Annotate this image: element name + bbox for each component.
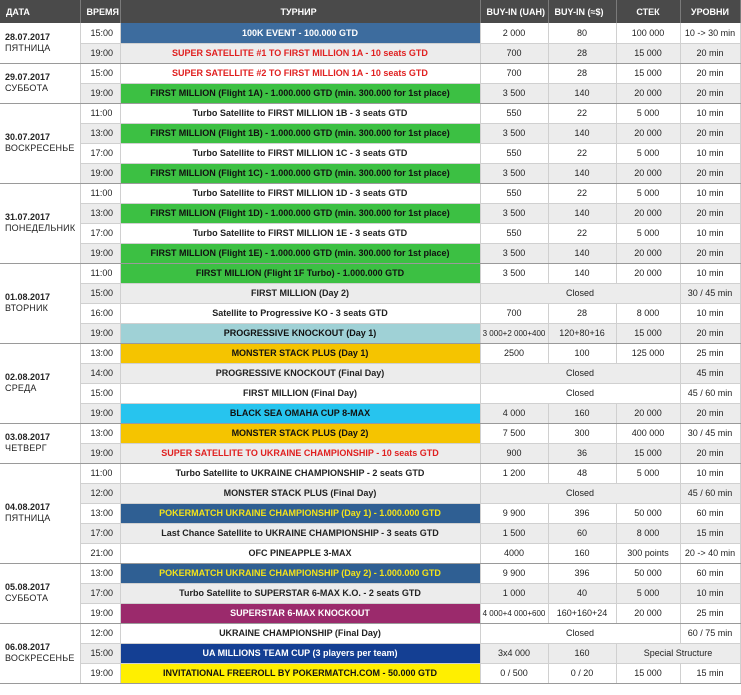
header-date: ДАТА xyxy=(0,0,80,23)
stack-cell: 125 000 xyxy=(616,343,680,363)
stack-cell: 20 000 xyxy=(616,123,680,143)
buyin-usd-cell: 160 xyxy=(548,403,616,423)
buyin-uah-cell: 2 000 xyxy=(480,23,548,43)
levels-cell: 20 min xyxy=(680,83,740,103)
levels-cell: 10 min xyxy=(680,223,740,243)
buyin-uah-cell: 700 xyxy=(480,43,548,63)
buyin-usd-cell: 396 xyxy=(548,503,616,523)
time-cell: 13:00 xyxy=(80,343,120,363)
buyin-uah-cell: 550 xyxy=(480,103,548,123)
table-row xyxy=(0,63,740,83)
closed-label: Closed xyxy=(480,623,680,643)
table-row xyxy=(0,403,740,423)
tournament-name: Last Chance Satellite to UKRAINE CHAMPIONSHIP - 3 seats GTD xyxy=(120,523,480,543)
buyin-usd-cell: 28 xyxy=(548,63,616,83)
tournament-name: Turbo Satellite to FIRST MILLION 1D - 3 seats GTD xyxy=(120,183,480,203)
buyin-usd-cell: 140 xyxy=(548,163,616,183)
table-row xyxy=(0,523,740,543)
time-cell: 19:00 xyxy=(80,43,120,63)
time-cell: 14:00 xyxy=(80,363,120,383)
buyin-uah-cell: 3 500 xyxy=(480,203,548,223)
time-cell: 17:00 xyxy=(80,223,120,243)
buyin-usd-cell: 140 xyxy=(548,263,616,283)
table-row xyxy=(0,343,740,363)
time-cell: 13:00 xyxy=(80,123,120,143)
buyin-uah-cell: 9 900 xyxy=(480,503,548,523)
levels-cell: 20 min xyxy=(680,123,740,143)
time-cell: 19:00 xyxy=(80,443,120,463)
buyin-usd-cell: 60 xyxy=(548,523,616,543)
stack-cell: 20 000 xyxy=(616,83,680,103)
buyin-uah-cell: 1 500 xyxy=(480,523,548,543)
stack-cell: 8 000 xyxy=(616,523,680,543)
tournament-name: POKERMATCH UKRAINE CHAMPIONSHIP (Day 2) - 1.000.000 GTD xyxy=(120,563,480,583)
stack-cell: 5 000 xyxy=(616,103,680,123)
tournament-name: PROGRESSIVE KNOCKOUT (Day 1) xyxy=(120,323,480,343)
levels-cell: 30 / 45 min xyxy=(680,423,740,443)
table-row xyxy=(0,123,740,143)
buyin-usd-cell: 396 xyxy=(548,563,616,583)
buyin-uah-cell: 4 000 xyxy=(480,403,548,423)
header-tournament: ТУРНИР xyxy=(120,0,480,23)
levels-cell: 20 -> 40 min xyxy=(680,543,740,563)
table-row xyxy=(0,223,740,243)
levels-cell: 45 / 60 min xyxy=(680,383,740,403)
stack-cell: 15 000 xyxy=(616,323,680,343)
date-label: 28.07.2017 xyxy=(5,31,51,42)
levels-cell: 20 min xyxy=(680,43,740,63)
table-row xyxy=(0,603,740,623)
time-cell: 11:00 xyxy=(80,263,120,283)
weekday-label: СУББОТА xyxy=(5,83,49,93)
weekday-label: СУББОТА xyxy=(5,593,49,603)
time-cell: 15:00 xyxy=(80,643,120,663)
date-cell xyxy=(0,263,80,343)
tournament-name: INVITATIONAL FREEROLL BY POKERMATCH.COM - 50.000 GTD xyxy=(120,663,480,683)
table-row xyxy=(0,43,740,63)
time-cell: 11:00 xyxy=(80,183,120,203)
weekday-label: ЧЕТВЕРГ xyxy=(5,443,47,453)
date-cell xyxy=(0,343,80,423)
buyin-usd-cell: 22 xyxy=(548,183,616,203)
buyin-usd-cell: 300 xyxy=(548,423,616,443)
buyin-usd-cell: 40 xyxy=(548,583,616,603)
buyin-uah-cell: 7 500 xyxy=(480,423,548,443)
weekday-label: ВОСКРЕСЕНЬЕ xyxy=(5,143,75,153)
table-row xyxy=(0,23,740,43)
tournament-name: Turbo Satellite to SUPERSTAR 6-MAX K.O. - 2 seats GTD xyxy=(120,583,480,603)
table-row xyxy=(0,103,740,123)
table-row xyxy=(0,323,740,343)
header-row xyxy=(0,0,740,23)
stack-cell: 8 000 xyxy=(616,303,680,323)
tournament-name: Satellite to Progressive KO - 3 seats GTD xyxy=(120,303,480,323)
stack-cell: 15 000 xyxy=(616,63,680,83)
time-cell: 19:00 xyxy=(80,663,120,683)
stack-cell: 5 000 xyxy=(616,143,680,163)
time-cell: 21:00 xyxy=(80,543,120,563)
tournament-name: FIRST MILLION (Flight 1E) - 1.000.000 GTD (min. 300.000 for 1st place) xyxy=(120,243,480,263)
levels-cell: 10 min xyxy=(680,183,740,203)
buyin-usd-cell: 140 xyxy=(548,83,616,103)
table-row xyxy=(0,303,740,323)
table-row xyxy=(0,263,740,283)
time-cell: 19:00 xyxy=(80,243,120,263)
time-cell: 13:00 xyxy=(80,203,120,223)
closed-label: Closed xyxy=(480,363,680,383)
levels-cell: 10 min xyxy=(680,463,740,483)
buyin-usd-cell: 22 xyxy=(548,143,616,163)
stack-cell: 20 000 xyxy=(616,403,680,423)
tournament-name: SUPER SATELLITE TO UKRAINE CHAMPIONSHIP - 10 seats GTD xyxy=(120,443,480,463)
header-buyin-usd: BUY-IN (≈$) xyxy=(548,0,616,23)
weekday-label: ПЯТНИЦА xyxy=(5,42,51,53)
levels-cell: 10 -> 30 min xyxy=(680,23,740,43)
table-row xyxy=(0,183,740,203)
time-cell: 12:00 xyxy=(80,623,120,643)
tournament-name: Turbo Satellite to UKRAINE CHAMPIONSHIP - 2 seats GTD xyxy=(120,463,480,483)
buyin-uah-cell: 900 xyxy=(480,443,548,463)
closed-label: Closed xyxy=(480,383,680,403)
date-cell xyxy=(0,563,80,623)
tournament-name: UKRAINE CHAMPIONSHIP (Final Day) xyxy=(120,623,480,643)
levels-cell: 20 min xyxy=(680,203,740,223)
levels-cell: 15 min xyxy=(680,663,740,683)
buyin-usd-cell: 80 xyxy=(548,23,616,43)
tournament-name: FIRST MILLION (Flight 1D) - 1.000.000 GTD (min. 300.000 for 1st place) xyxy=(120,203,480,223)
buyin-uah-cell: 3 500 xyxy=(480,123,548,143)
buyin-usd-cell: 36 xyxy=(548,443,616,463)
tournament-name: 100K EVENT - 100.000 GTD xyxy=(120,23,480,43)
buyin-usd-cell: 140 xyxy=(548,123,616,143)
levels-cell: 60 / 75 min xyxy=(680,623,740,643)
buyin-uah-cell: 3 500 xyxy=(480,263,548,283)
date-cell xyxy=(0,183,80,263)
date-label: 04.08.2017 xyxy=(5,502,51,512)
buyin-usd-cell: 120+80+16 xyxy=(548,323,616,343)
weekday-label: ПЯТНИЦА xyxy=(5,513,51,523)
stack-cell: 5 000 xyxy=(616,183,680,203)
date-label: 29.07.2017 xyxy=(5,72,51,82)
date-cell xyxy=(0,423,80,463)
schedule-body xyxy=(0,23,740,683)
levels-cell: 30 / 45 min xyxy=(680,283,740,303)
header-time: ВРЕМЯ xyxy=(80,0,120,23)
table-row xyxy=(0,443,740,463)
buyin-uah-cell: 700 xyxy=(480,303,548,323)
date-cell xyxy=(0,463,80,563)
table-row xyxy=(0,383,740,403)
table-row xyxy=(0,583,740,603)
closed-label: Closed xyxy=(480,483,680,503)
buyin-uah-cell: 700 xyxy=(480,63,548,83)
time-cell: 17:00 xyxy=(80,143,120,163)
tournament-name: BLACK SEA OMAHA CUP 8-MAX xyxy=(120,403,480,423)
buyin-usd-cell: 140 xyxy=(548,243,616,263)
time-cell: 13:00 xyxy=(80,563,120,583)
buyin-uah-cell: 4 000+4 000+600 xyxy=(480,603,548,623)
levels-cell: 10 min xyxy=(680,143,740,163)
table-row xyxy=(0,543,740,563)
tournament-name: FIRST MILLION (Flight 1F Turbo) - 1.000.000 GTD xyxy=(120,263,480,283)
date-label: 06.08.2017 xyxy=(5,642,51,652)
buyin-uah-cell: 3 500 xyxy=(480,83,548,103)
stack-cell: 400 000 xyxy=(616,423,680,443)
table-row xyxy=(0,503,740,523)
stack-cell: 15 000 xyxy=(616,443,680,463)
levels-cell: 15 min xyxy=(680,523,740,543)
buyin-usd-cell: 22 xyxy=(548,103,616,123)
time-cell: 17:00 xyxy=(80,523,120,543)
levels-cell: 60 min xyxy=(680,563,740,583)
time-cell: 19:00 xyxy=(80,403,120,423)
table-row xyxy=(0,83,740,103)
buyin-usd-cell: 0 / 20 xyxy=(548,663,616,683)
table-row xyxy=(0,163,740,183)
tournament-name: MONSTER STACK PLUS (Day 1) xyxy=(120,343,480,363)
header-levels: УРОВНИ xyxy=(680,0,740,23)
buyin-uah-cell: 3x4 000 xyxy=(480,643,548,663)
buyin-usd-cell: 160+160+24 xyxy=(548,603,616,623)
tournament-name: FIRST MILLION (Flight 1C) - 1.000.000 GTD (min. 300.000 for 1st place) xyxy=(120,163,480,183)
closed-label: Closed xyxy=(480,283,680,303)
date-cell xyxy=(0,103,80,183)
levels-cell: 45 / 60 min xyxy=(680,483,740,503)
stack-cell: 20 000 xyxy=(616,203,680,223)
stack-cell: 5 000 xyxy=(616,223,680,243)
stack-cell: 5 000 xyxy=(616,583,680,603)
levels-cell: 25 min xyxy=(680,603,740,623)
buyin-uah-cell: 4000 xyxy=(480,543,548,563)
stack-cell: 50 000 xyxy=(616,563,680,583)
stack-cell: 100 000 xyxy=(616,23,680,43)
levels-cell: 20 min xyxy=(680,443,740,463)
levels-cell: 20 min xyxy=(680,243,740,263)
time-cell: 15:00 xyxy=(80,283,120,303)
stack-cell: 50 000 xyxy=(616,503,680,523)
time-cell: 17:00 xyxy=(80,583,120,603)
stack-cell: 5 000 xyxy=(616,463,680,483)
date-cell xyxy=(0,63,80,103)
special-structure-label: Special Structure xyxy=(616,643,740,663)
time-cell: 19:00 xyxy=(80,603,120,623)
tournament-name: UA MILLIONS TEAM CUP (3 players per team) xyxy=(120,643,480,663)
levels-cell: 10 min xyxy=(680,303,740,323)
table-row xyxy=(0,483,740,503)
date-label: 31.07.2017 xyxy=(5,212,51,222)
tournament-name: OFC PINEAPPLE 3-MAX xyxy=(120,543,480,563)
tournament-name: FIRST MILLION (Flight 1A) - 1.000.000 GTD (min. 300.000 for 1st place) xyxy=(120,83,480,103)
date-label: 02.08.2017 xyxy=(5,372,51,382)
time-cell: 15:00 xyxy=(80,63,120,83)
buyin-uah-cell: 0 / 500 xyxy=(480,663,548,683)
tournament-name: Turbo Satellite to FIRST MILLION 1E - 3 seats GTD xyxy=(120,223,480,243)
tournament-name: SUPER SATELLITE #2 TO FIRST MILLION 1A - 10 seats GTD xyxy=(120,63,480,83)
time-cell: 16:00 xyxy=(80,303,120,323)
buyin-uah-cell: 9 900 xyxy=(480,563,548,583)
table-row xyxy=(0,143,740,163)
buyin-usd-cell: 140 xyxy=(548,203,616,223)
tournament-name: SUPER SATELLITE #1 TO FIRST MILLION 1A - 10 seats GTD xyxy=(120,43,480,63)
tournament-name: Turbo Satellite to FIRST MILLION 1C - 3 seats GTD xyxy=(120,143,480,163)
time-cell: 19:00 xyxy=(80,163,120,183)
buyin-uah-cell: 2500 xyxy=(480,343,548,363)
buyin-usd-cell: 100 xyxy=(548,343,616,363)
stack-cell: 15 000 xyxy=(616,43,680,63)
buyin-uah-cell: 3 500 xyxy=(480,163,548,183)
tournament-name: FIRST MILLION (Day 2) xyxy=(120,283,480,303)
time-cell: 19:00 xyxy=(80,83,120,103)
levels-cell: 25 min xyxy=(680,343,740,363)
weekday-label: ПОНЕДЕЛЬНИК xyxy=(5,223,76,233)
time-cell: 15:00 xyxy=(80,383,120,403)
table-row xyxy=(0,663,740,683)
table-row xyxy=(0,203,740,223)
tournament-name: POKERMATCH UKRAINE CHAMPIONSHIP (Day 1) - 1.000.000 GTD xyxy=(120,503,480,523)
tournament-name: MONSTER STACK PLUS (Day 2) xyxy=(120,423,480,443)
buyin-usd-cell: 160 xyxy=(548,643,616,663)
tournament-name: PROGRESSIVE KNOCKOUT (Final Day) xyxy=(120,363,480,383)
levels-cell: 10 min xyxy=(680,263,740,283)
tournament-name: FIRST MILLION (Flight 1B) - 1.000.000 GTD (min. 300.000 for 1st place) xyxy=(120,123,480,143)
tournament-name: Turbo Satellite to FIRST MILLION 1B - 3 seats GTD xyxy=(120,103,480,123)
buyin-usd-cell: 48 xyxy=(548,463,616,483)
stack-cell: 300 points xyxy=(616,543,680,563)
buyin-uah-cell: 550 xyxy=(480,223,548,243)
table-row xyxy=(0,463,740,483)
time-cell: 15:00 xyxy=(80,23,120,43)
buyin-uah-cell: 550 xyxy=(480,183,548,203)
buyin-usd-cell: 28 xyxy=(548,303,616,323)
stack-cell: 15 000 xyxy=(616,663,680,683)
levels-cell: 10 min xyxy=(680,583,740,603)
stack-cell: 20 000 xyxy=(616,243,680,263)
stack-cell: 20 000 xyxy=(616,603,680,623)
levels-cell: 60 min xyxy=(680,503,740,523)
levels-cell: 20 min xyxy=(680,63,740,83)
tournament-name: SUPERSTAR 6-MAX KNOCKOUT xyxy=(120,603,480,623)
stack-cell: 20 000 xyxy=(616,163,680,183)
weekday-label: ВТОРНИК xyxy=(5,303,49,313)
table-row xyxy=(0,283,740,303)
buyin-uah-cell: 3 500 xyxy=(480,243,548,263)
buyin-usd-cell: 160 xyxy=(548,543,616,563)
levels-cell: 45 min xyxy=(680,363,740,383)
tournament-name: MONSTER STACK PLUS (Final Day) xyxy=(120,483,480,503)
date-cell xyxy=(0,623,80,683)
date-cell xyxy=(0,23,80,63)
header-buyin-uah: BUY-IN (UAH) xyxy=(480,0,548,23)
time-cell: 13:00 xyxy=(80,503,120,523)
buyin-uah-cell: 550 xyxy=(480,143,548,163)
time-cell: 11:00 xyxy=(80,103,120,123)
table-row xyxy=(0,623,740,643)
table-row xyxy=(0,423,740,443)
table-row xyxy=(0,563,740,583)
date-label: 01.08.2017 xyxy=(5,292,51,302)
tournament-name: FIRST MILLION (Final Day) xyxy=(120,383,480,403)
stack-cell: 20 000 xyxy=(616,263,680,283)
levels-cell: 20 min xyxy=(680,163,740,183)
header-stack: СТЕК xyxy=(616,0,680,23)
time-cell: 13:00 xyxy=(80,423,120,443)
date-label: 05.08.2017 xyxy=(5,582,51,592)
table-row xyxy=(0,363,740,383)
levels-cell: 20 min xyxy=(680,403,740,423)
time-cell: 19:00 xyxy=(80,323,120,343)
time-cell: 12:00 xyxy=(80,483,120,503)
buyin-usd-cell: 28 xyxy=(548,43,616,63)
levels-cell: 20 min xyxy=(680,323,740,343)
buyin-uah-cell: 3 000+2 000+400 xyxy=(480,323,548,343)
buyin-uah-cell: 1 200 xyxy=(480,463,548,483)
date-label: 03.08.2017 xyxy=(5,432,51,442)
buyin-uah-cell: 1 000 xyxy=(480,583,548,603)
time-cell: 11:00 xyxy=(80,463,120,483)
table-row xyxy=(0,643,740,663)
levels-cell: 10 min xyxy=(680,103,740,123)
weekday-label: СРЕДА xyxy=(5,383,37,393)
table-row xyxy=(0,243,740,263)
weekday-label: ВОСКРЕСЕНЬЕ xyxy=(5,653,75,663)
buyin-usd-cell: 22 xyxy=(548,223,616,243)
date-label: 30.07.2017 xyxy=(5,132,51,142)
